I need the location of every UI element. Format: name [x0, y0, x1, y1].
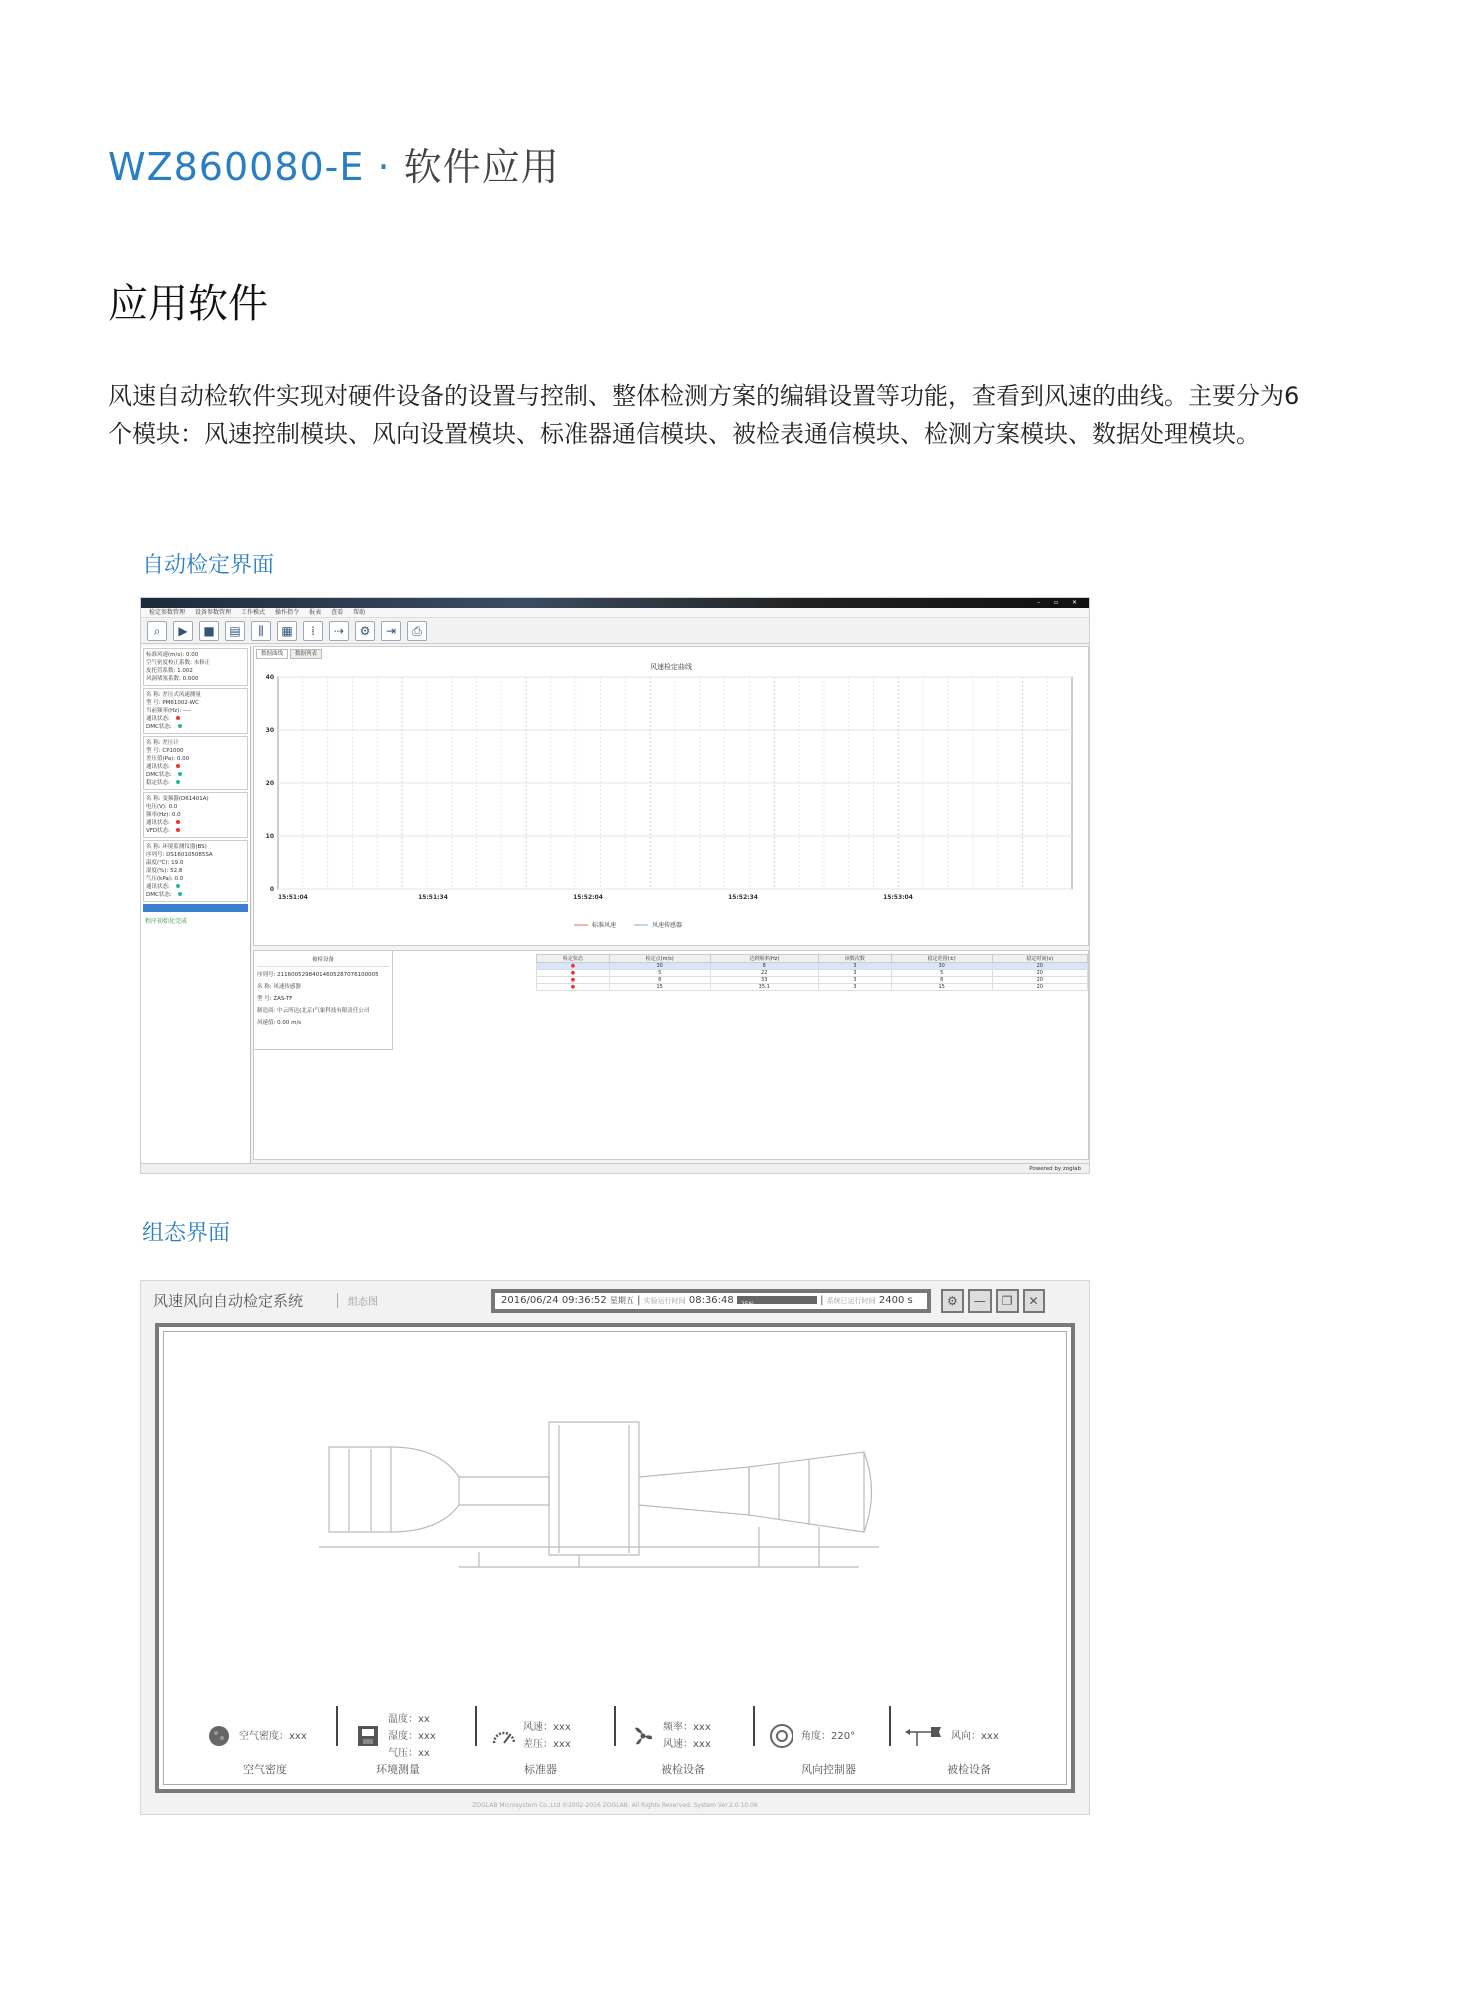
chart-legend	[574, 921, 682, 929]
sensor-label: 空气密度	[243, 1763, 287, 1776]
play-icon[interactable]: ▶	[173, 621, 193, 641]
fan-icon	[631, 1724, 655, 1748]
y-tick-label: 40	[265, 674, 274, 681]
status-line: 温度(℃): 19.0	[146, 860, 184, 866]
table-cell: 3	[818, 963, 891, 970]
calibration-points-table	[536, 954, 1088, 991]
table-cell: ●	[537, 984, 610, 991]
status-line: 气压(kPa): 0.0	[146, 876, 184, 882]
status-dot	[178, 772, 182, 776]
status-line: 型 号: CP1000	[146, 748, 184, 754]
standard-box	[143, 648, 248, 686]
sensor-value: 风速：xxx	[663, 1739, 711, 1750]
table-header: 达到频率(Hz)	[710, 955, 818, 963]
sensor-value: 风速：xxx	[523, 1722, 571, 1733]
divider	[889, 1706, 891, 1746]
gauge-icon	[491, 1724, 515, 1748]
status-line: 通讯状态:	[146, 884, 170, 890]
table-row[interactable]	[537, 970, 1088, 977]
restore-icon[interactable]: ❐	[996, 1289, 1019, 1313]
status-line: 通讯状态:	[146, 820, 170, 826]
tunnel-contraction	[391, 1447, 459, 1532]
model-name: WZ860080-E	[108, 145, 365, 189]
tunnel-test-section	[459, 1477, 549, 1505]
status-line: 通讯状态:	[146, 764, 170, 770]
datetime: 2016/06/24 09:36:52	[501, 1295, 607, 1306]
y-tick-label: 10	[265, 833, 274, 840]
sensor-environment[interactable]	[356, 1706, 436, 1766]
device-info-line: 风速值: 0.00 m/s	[257, 1020, 302, 1026]
table-row[interactable]	[537, 984, 1088, 991]
table-cell: 20	[992, 970, 1087, 977]
table-cell: 20	[992, 963, 1087, 970]
page-label: 组态图	[337, 1293, 378, 1308]
table-header: 检定点(m/s)	[609, 955, 710, 963]
status-line: DMC状态:	[146, 772, 172, 778]
legend-label: 标准风速	[592, 922, 617, 929]
divider	[614, 1706, 616, 1746]
device-info-line: 制造商: 中云所达(北京)气象科技有限责任公司	[257, 1008, 370, 1014]
tunnel-diffuser	[639, 1467, 749, 1515]
status-readout: 2016/06/24 09:36:52 星期五 | 实验运行时间 08:36:48 25% | 系统已运行时间 2400 s	[491, 1289, 931, 1313]
status-bar: Powered by zoglab	[141, 1163, 1089, 1173]
table-cell: 5	[609, 970, 710, 977]
status-line: 名 称: 环境监测仪器(BS)	[146, 844, 207, 850]
y-tick-label: 0	[269, 886, 274, 893]
legend-label: 风速传感器	[652, 922, 683, 929]
minimize-icon[interactable]: —	[968, 1289, 992, 1313]
x-tick-label: 15:52:04	[573, 894, 603, 901]
direction-dial-icon	[769, 1724, 793, 1748]
status-line: 电压(V): 0.0	[146, 804, 178, 810]
sliders-icon[interactable]: ⫼	[251, 621, 271, 641]
table-cell: 35.1	[710, 984, 818, 991]
runtime-label: 系统已运行时间	[826, 1297, 876, 1305]
sensor-value: 空气密度：xxx	[239, 1730, 307, 1742]
monitor-icon[interactable]: ▤	[225, 621, 245, 641]
table-cell: 3	[818, 984, 891, 991]
tunnel-cabinet-lines	[559, 1425, 629, 1553]
sensor-value: 差压：xxx	[523, 1739, 571, 1750]
status-line: 稳定状态:	[146, 780, 170, 786]
sensor-air-density[interactable]	[207, 1706, 307, 1766]
tunnel-cabinet	[549, 1422, 639, 1555]
weekday: 星期五	[609, 1296, 634, 1305]
app-title: 风速风向自动检定系统	[153, 1292, 304, 1310]
menu-item[interactable]: 查看	[331, 609, 344, 616]
status-line: 名 称: 差压计	[146, 740, 179, 746]
table-cell: 8	[891, 977, 992, 984]
table-cell: 15	[609, 984, 710, 991]
divider	[753, 1706, 755, 1746]
status-line: DMC状态:	[146, 724, 172, 730]
menu-item[interactable]: 帮助	[353, 609, 366, 616]
figure2-caption: 组态界面	[142, 1221, 231, 1246]
product-title	[108, 136, 560, 191]
menu-item[interactable]: 工作模式	[241, 609, 266, 616]
section-heading: 应用软件	[108, 281, 268, 327]
status-line: 差压值(Pa): 0.00	[146, 756, 190, 762]
window-controls[interactable]: – ▫ ✕	[1037, 599, 1083, 606]
wind-vane-icon	[903, 1724, 943, 1748]
status-line: 标准风速(m/s): 0.00	[146, 652, 199, 658]
device-box	[143, 792, 248, 838]
table-header: 稳定范围(±)	[891, 955, 992, 963]
table-cell: 5	[891, 970, 992, 977]
status-dot	[176, 764, 180, 768]
table-cell: 22	[710, 970, 818, 977]
status-dot	[176, 820, 180, 824]
status-line: 湿度(%): 52.8	[146, 868, 183, 874]
selected-row[interactable]	[143, 904, 248, 912]
table-cell: 8	[609, 977, 710, 984]
status-dot	[178, 892, 182, 896]
device-info-box	[253, 950, 393, 1050]
divider	[336, 1706, 338, 1746]
progress-bar	[737, 1296, 817, 1308]
device-info-line: 名 称: 风速传感器	[257, 984, 301, 990]
table-cell: 20	[992, 977, 1087, 984]
status-line: DMC状态:	[146, 892, 172, 898]
window-buttons	[941, 1289, 1090, 1313]
progress-label: 25%	[740, 1301, 755, 1308]
sensor-value: 角度：220°	[801, 1730, 856, 1742]
status-line: 通讯状态:	[146, 716, 170, 722]
device-box	[143, 688, 248, 734]
x-tick-label: 15:51:34	[418, 894, 448, 901]
status-dot	[176, 828, 180, 832]
table-header: 读数次数	[818, 955, 891, 963]
sensor-label: 被检设备	[661, 1763, 705, 1776]
stop-icon[interactable]: ■	[199, 621, 219, 641]
tab-data-list[interactable]: 数据列表	[290, 649, 322, 659]
figure1-caption: 自动检定界面	[142, 553, 275, 578]
status-dot	[178, 724, 182, 728]
configuration-screenshot	[140, 1280, 1090, 1815]
table-cell: 3	[818, 977, 891, 984]
sensor-value: 风向：xxx	[951, 1730, 999, 1742]
status-dot	[176, 716, 180, 720]
log-message: 程序初始化完成	[145, 918, 188, 925]
table-cell: 30	[609, 963, 710, 970]
tunnel-base	[319, 1527, 879, 1567]
menu-item[interactable]: 报表	[309, 609, 322, 616]
device-status-panel	[141, 646, 251, 1163]
status-line: 型 号: PM61002-WC	[146, 700, 199, 706]
sensor-value: 气压：xx	[388, 1747, 430, 1759]
status-line: VFD状态:	[146, 828, 171, 834]
grid-icon[interactable]: ⁞	[303, 621, 323, 641]
y-tick-label: 20	[265, 780, 274, 787]
menu-bar	[141, 608, 1089, 618]
status-line: 序列号: DS160105085SA	[146, 852, 213, 858]
divider	[475, 1706, 477, 1746]
table-header: 稳定时间(s)	[992, 955, 1087, 963]
search-icon[interactable]: ⌕	[147, 621, 167, 641]
table-cell: 15	[891, 984, 992, 991]
tunnel-inlet	[329, 1447, 391, 1532]
x-tick-label: 15:53:04	[883, 894, 913, 901]
print-icon[interactable]: ⎙	[407, 621, 427, 641]
device-info-title: 被检设备	[257, 954, 389, 967]
status-line: 风洞堵塞系数: 0.000	[146, 676, 199, 682]
elapsed-time: 08:36:48	[688, 1295, 734, 1306]
x-tick-label: 15:52:34	[728, 894, 758, 901]
window-titlebar	[141, 598, 1089, 608]
status-dot	[176, 780, 180, 784]
auto-calibration-screenshot	[140, 597, 1090, 1174]
x-tick-label: 15:51:04	[278, 894, 308, 901]
status-line: 名 称: 差压式风速测量	[146, 692, 201, 698]
status-line: 名 称: 变频器(D61401A)	[146, 796, 209, 802]
tunnel-fan-ribs	[779, 1459, 809, 1525]
sensor-fan[interactable]	[631, 1706, 711, 1766]
sensor-label: 被检设备	[947, 1763, 991, 1776]
arrow-icon[interactable]: ⇢	[329, 621, 349, 641]
table-cell: 20	[992, 984, 1087, 991]
status-line: 频率(Hz): 0.0	[146, 812, 181, 818]
sensor-standard[interactable]	[491, 1706, 571, 1766]
sensor-label: 标准器	[524, 1763, 557, 1776]
table-row[interactable]	[537, 963, 1088, 970]
title-separator: ·	[377, 145, 391, 189]
runtime-value: 2400 s	[878, 1295, 913, 1306]
table-cell: 30	[891, 963, 992, 970]
gear-icon[interactable]: ⚙	[355, 621, 375, 641]
toolbar	[141, 618, 1089, 644]
air-density-icon	[207, 1724, 231, 1748]
device-info-line: 序列号: 21160052984014605287076100005	[257, 972, 379, 978]
gear-icon[interactable]: ⚙	[941, 1289, 964, 1313]
table-cell: ●	[537, 977, 610, 984]
table-cell: ●	[537, 963, 610, 970]
intro-paragraph: 风速自动检软件实现对硬件设备的设置与控制、整体检测方案的编辑设置等功能，查看到风速的曲线。主要分为6个模块：风速控制模块、风向设置模块、标准器通信模块、被检表通信模块、检测方案模块、数据处理模块。	[108, 382, 1300, 448]
chart-tabs	[256, 649, 322, 659]
tunnel-fan-section	[749, 1452, 864, 1532]
exit-icon[interactable]: ⇥	[381, 621, 401, 641]
title-subtitle: 软件应用	[403, 145, 560, 189]
device-info-line: 型 号: ZAS-TF	[257, 996, 293, 1002]
environment-icon	[356, 1724, 380, 1748]
sensor-label: 风向控制器	[801, 1763, 856, 1776]
elapsed-label: 实验运行时间	[643, 1297, 686, 1305]
sensor-wind-vane[interactable]	[903, 1706, 999, 1766]
tunnel-inlet-ribs	[349, 1449, 371, 1531]
menu-item[interactable]: 操作指令	[275, 609, 300, 616]
table-cell: 8	[710, 963, 818, 970]
close-icon[interactable]: ✕	[1023, 1289, 1045, 1313]
status-dot	[176, 884, 180, 888]
display-icon[interactable]: ▦	[277, 621, 297, 641]
tab-data-curve[interactable]: 数据曲线	[256, 649, 288, 659]
y-tick-label: 30	[265, 727, 274, 734]
chart-panel	[253, 646, 1089, 946]
sensor-value: 温度：xx	[388, 1713, 430, 1725]
chart-title: 风速检定曲线	[650, 663, 692, 671]
wind-speed-chart	[254, 659, 1088, 945]
copyright: ZOGLAB Microsystem Co.,Ltd ©2002-2016 ZOGLAB. All Rights Reserved. System Ver.2.0.10.06	[472, 1802, 758, 1809]
table-row[interactable]	[537, 977, 1088, 984]
table-cell: ●	[537, 970, 610, 977]
table-header: 检定状态	[537, 955, 610, 963]
table-cell: 33	[710, 977, 818, 984]
table-cell: 3	[818, 970, 891, 977]
device-box	[143, 736, 248, 790]
sensor-value: 频率：xxx	[663, 1722, 711, 1733]
tunnel-outlet	[864, 1452, 872, 1532]
sensor-label: 环境测量	[376, 1763, 420, 1776]
sensor-direction[interactable]	[769, 1706, 855, 1766]
device-box	[143, 840, 248, 902]
menu-item[interactable]: 检定参数管理	[149, 609, 186, 616]
status-line: 皮托管系数: 1.002	[146, 668, 193, 674]
menu-item[interactable]: 设备参数管理	[195, 609, 232, 616]
sensor-value: 湿度：xxx	[388, 1730, 436, 1742]
status-line: 空气密度校正系数: 未修正	[146, 660, 211, 666]
status-line: 当前频率(Hz): ----	[146, 708, 191, 714]
